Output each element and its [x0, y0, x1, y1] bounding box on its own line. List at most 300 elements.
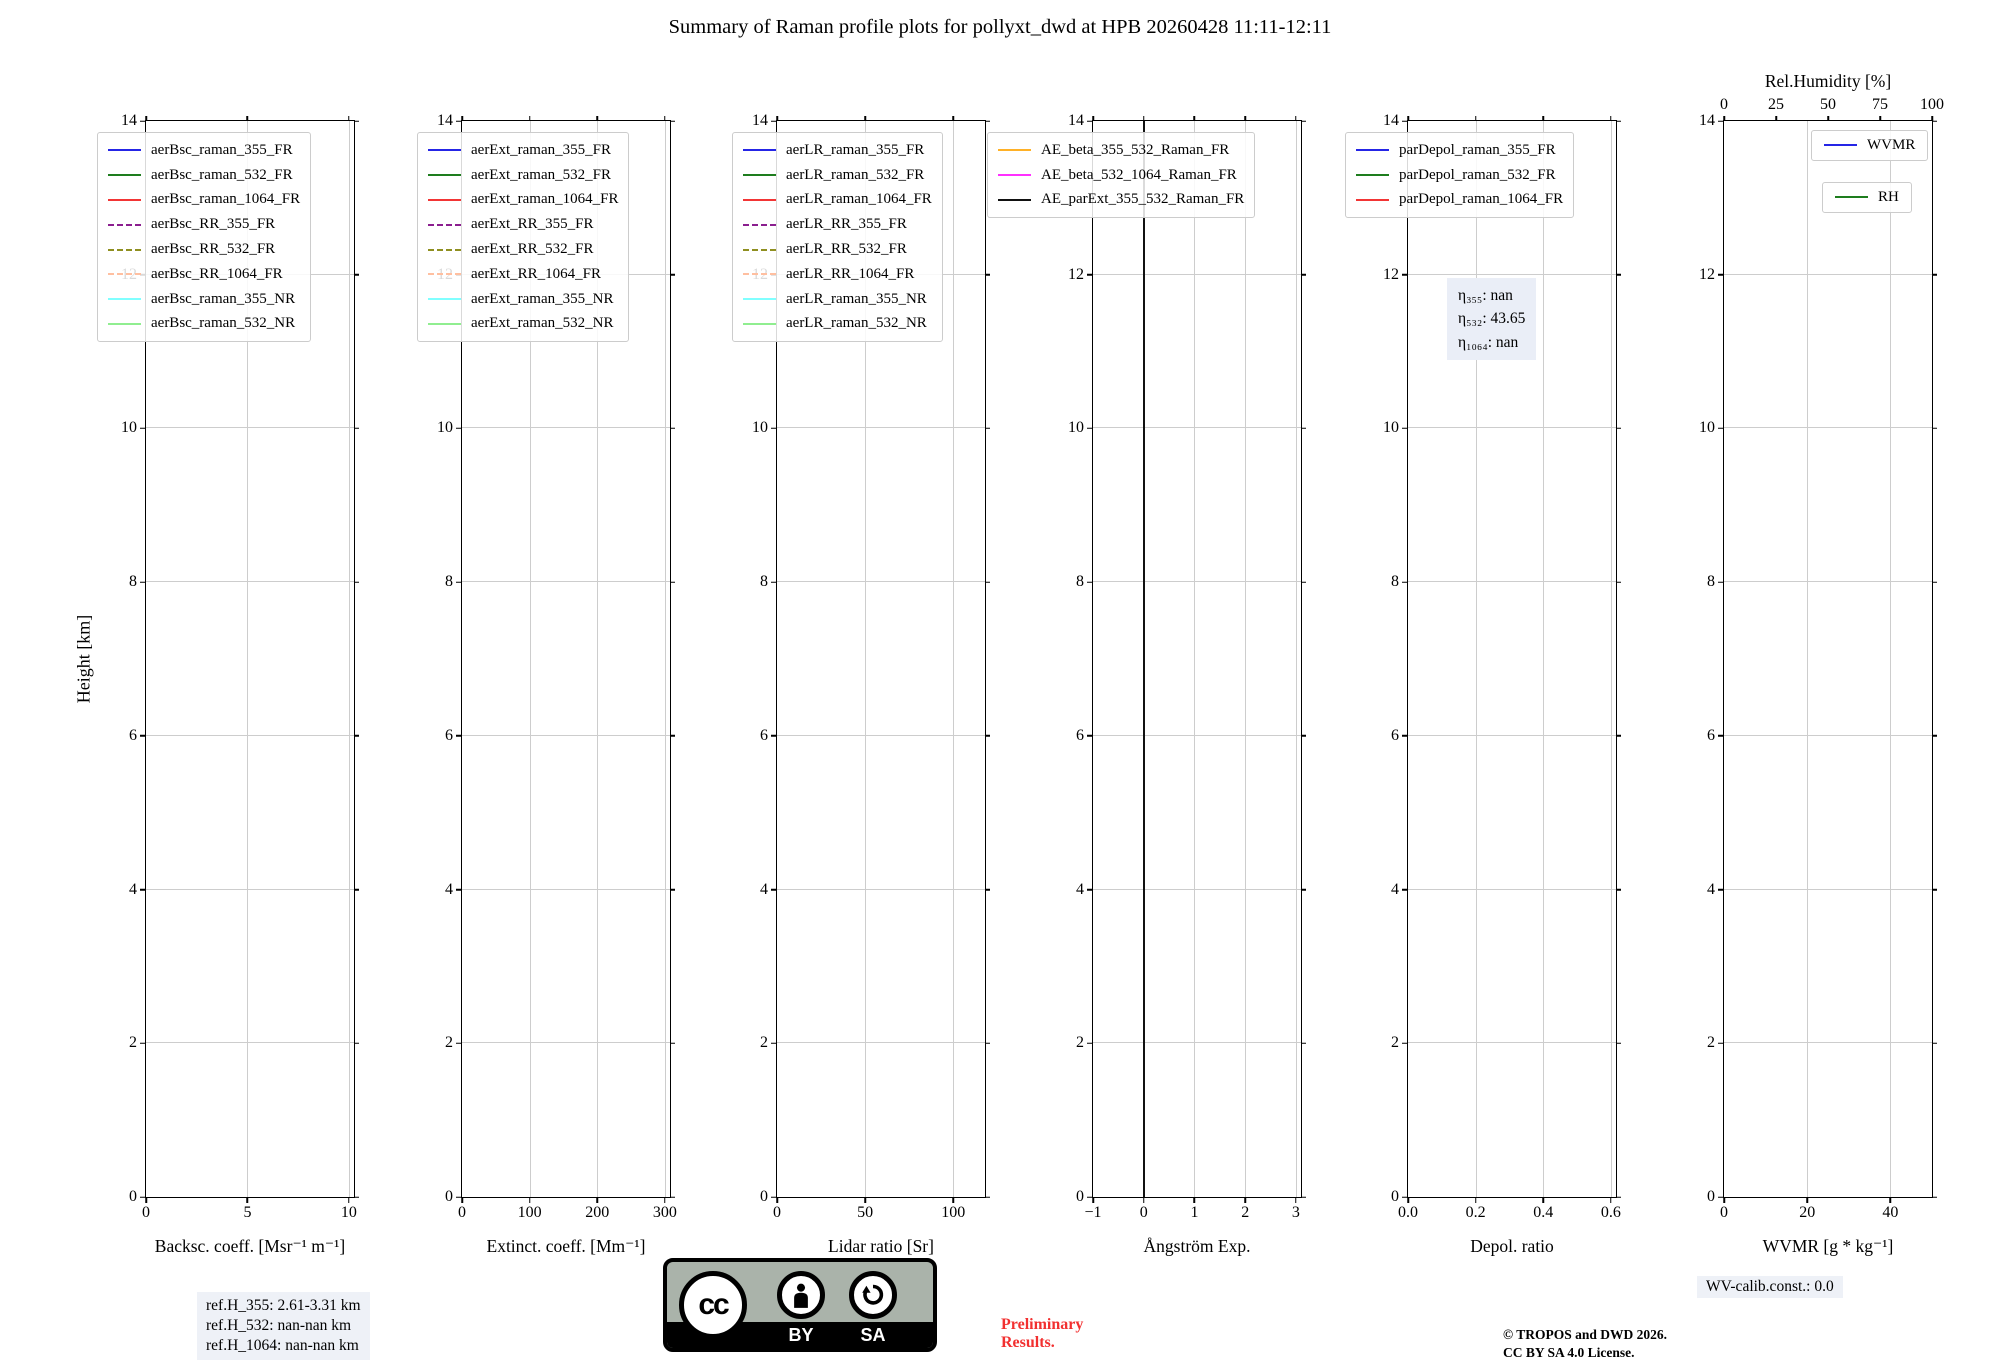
- y-axis-tick-mirror: [985, 889, 990, 891]
- y-tick-label: 10: [121, 419, 137, 437]
- y-axis-tick-mirror: [670, 120, 675, 122]
- y-axis-tick: [456, 735, 462, 737]
- y-axis-tick-mirror: [1932, 1196, 1937, 1198]
- legend-label: aerLR_raman_532_NR: [786, 315, 927, 332]
- grid-line-horizontal: [1724, 1042, 1932, 1043]
- subplot-depol: [1383, 112, 1621, 1360]
- legend-label: aerBsc_RR_1064_FR: [151, 265, 283, 282]
- grid-line-horizontal: [1408, 274, 1616, 275]
- cc-by-sa-badge: [663, 1258, 937, 1352]
- grid-line-horizontal: [462, 1042, 670, 1043]
- legend: [97, 132, 311, 342]
- legend: [987, 132, 1255, 218]
- y-tick-label: 2: [1391, 1034, 1399, 1052]
- x-axis-tick: [247, 1197, 249, 1203]
- grid-line-horizontal: [1093, 581, 1301, 582]
- grid-line-horizontal: [1408, 427, 1616, 428]
- y-axis-tick-mirror: [1301, 1196, 1306, 1198]
- legend-line-swatch: [428, 298, 461, 300]
- legend-item: [1824, 133, 1915, 158]
- y-tick-label: 14: [752, 112, 768, 129]
- x-tick-label: 0.4: [1533, 1204, 1554, 1221]
- grid-line-horizontal: [1093, 274, 1301, 275]
- y-tick-label: 14: [1699, 112, 1715, 129]
- x-axis-tick-mirror: [1295, 116, 1297, 121]
- y-tick-label: 6: [760, 726, 768, 744]
- y-axis-tick-mirror: [985, 120, 990, 122]
- x-axis-tick: [1143, 1197, 1145, 1203]
- legend-line-swatch: [998, 199, 1031, 201]
- legend-line-swatch: [1356, 174, 1389, 176]
- x-axis-tick: [145, 1197, 147, 1203]
- x-axis-tick: [529, 1197, 531, 1203]
- legend-label: aerLR_raman_355_FR: [786, 141, 925, 158]
- legend-label: aerExt_RR_355_FR: [471, 216, 594, 233]
- x-axis-label-angstroem: Ångström Exp.: [1143, 1236, 1251, 1256]
- legend-item: [743, 237, 932, 262]
- grid-line-vertical: [1245, 121, 1246, 1197]
- x-axis-tick: [1194, 1197, 1196, 1203]
- legend-line-swatch: [428, 273, 461, 275]
- y-axis-tick: [1718, 889, 1724, 891]
- legend-label: aerLR_RR_355_FR: [786, 216, 907, 233]
- legend-item: [1356, 188, 1563, 213]
- legend-line-swatch: [108, 199, 141, 201]
- grid-line-horizontal: [1093, 1042, 1301, 1043]
- y-axis-tick: [1087, 1043, 1093, 1045]
- y-axis-tick-mirror: [985, 428, 990, 430]
- y-axis-tick-mirror: [1301, 1043, 1306, 1045]
- y-axis-tick: [1718, 274, 1724, 276]
- x-axis-tick-mirror: [597, 116, 599, 121]
- y-axis-tick-mirror: [1932, 120, 1937, 122]
- y-tick-label: 14: [1068, 112, 1084, 129]
- y-axis-tick-mirror: [985, 1196, 990, 1198]
- x-tick-label: 100: [941, 1204, 966, 1221]
- y-axis-tick: [771, 581, 777, 583]
- y-tick-label: 2: [445, 1034, 453, 1052]
- y-axis-tick: [140, 428, 146, 430]
- y-axis-tick: [140, 581, 146, 583]
- legend-line-swatch: [1356, 199, 1389, 201]
- x-axis-tick: [776, 1197, 778, 1203]
- grid-line-horizontal: [1408, 735, 1616, 736]
- x-tick-label: 0.2: [1465, 1204, 1486, 1221]
- y-tick-label: 14: [437, 112, 453, 129]
- y-tick-label: 8: [1076, 573, 1084, 591]
- x-tick-label: 200: [585, 1204, 610, 1221]
- subplot-backscatter: [121, 112, 361, 1360]
- x-axis-tick: [461, 1197, 463, 1203]
- x-tick-label: 3: [1291, 1204, 1300, 1221]
- grid-line-horizontal: [146, 1042, 354, 1043]
- legend-item: [998, 138, 1244, 163]
- legend-line-swatch: [1835, 196, 1868, 198]
- x-axis-tick: [864, 1197, 866, 1203]
- y-axis-tick-mirror: [354, 1196, 359, 1198]
- x-axis-label-depol: Depol. ratio: [1470, 1236, 1554, 1256]
- y-axis-tick-mirror: [670, 581, 675, 583]
- grid-line-vertical: [349, 121, 350, 1197]
- y-axis-tick: [1718, 581, 1724, 583]
- y-axis-tick: [1402, 274, 1408, 276]
- x-tick-label: 10: [340, 1204, 357, 1221]
- y-axis-tick: [456, 428, 462, 430]
- x-axis-tick-mirror: [529, 116, 531, 121]
- y-tick-label: 0: [760, 1188, 768, 1205]
- y-axis-tick-mirror: [1301, 120, 1306, 122]
- wv-calibration-note: WV-calib.const.: 0.0: [1697, 1276, 1843, 1298]
- y-tick-label: 8: [1391, 573, 1399, 591]
- x-tick-label: 0: [1139, 1204, 1148, 1221]
- x-axis-tick-mirror: [1407, 116, 1409, 121]
- legend-line-swatch: [108, 273, 141, 275]
- legend-label: aerExt_RR_1064_FR: [471, 265, 601, 282]
- legend-line-swatch: [743, 199, 776, 201]
- grid-line-vertical: [1296, 121, 1297, 1197]
- y-axis-tick: [1087, 274, 1093, 276]
- preliminary-results-note: Preliminary Results.: [1001, 1316, 1084, 1352]
- grid-line-horizontal: [1724, 274, 1932, 275]
- y-axis-tick: [771, 735, 777, 737]
- y-tick-label: 10: [1068, 419, 1084, 437]
- legend-label: aerLR_raman_532_FR: [786, 166, 925, 183]
- legend-label: aerExt_raman_355_FR: [471, 141, 611, 158]
- y-tick-label: 6: [1391, 726, 1399, 744]
- y-axis-tick-mirror: [1301, 581, 1306, 583]
- legend-item: [1356, 138, 1563, 163]
- figure-title: Summary of Raman profile plots for pollyxt_dwd at HPB 20260428 11:11-12:11: [668, 16, 1332, 38]
- x-axis-tick-mirror: [348, 116, 350, 121]
- y-tick-label: 2: [1707, 1034, 1715, 1052]
- x-tick-label: 40: [1882, 1204, 1899, 1221]
- legend-label: RH: [1878, 188, 1899, 205]
- x-tick-label: 5: [243, 1204, 252, 1221]
- legend-label: aerExt_RR_532_FR: [471, 241, 594, 258]
- x-axis-tick: [1092, 1197, 1094, 1203]
- y-tick-label: 6: [129, 726, 137, 744]
- grid-line-vertical: [665, 121, 666, 1197]
- legend-line-swatch: [428, 249, 461, 251]
- legend-line-swatch: [108, 298, 141, 300]
- y-axis-tick-mirror: [985, 581, 990, 583]
- y-axis-tick-mirror: [1301, 428, 1306, 430]
- y-tick-label: 10: [437, 419, 453, 437]
- x-tick-label: 0.6: [1600, 1204, 1621, 1221]
- x-axis-tick: [348, 1197, 350, 1203]
- legend-item: [108, 237, 300, 262]
- y-axis-tick-mirror: [1932, 274, 1937, 276]
- top-axis-tick-label: 75: [1872, 96, 1888, 113]
- y-axis-tick: [1087, 735, 1093, 737]
- y-axis-tick-mirror: [1616, 889, 1621, 891]
- x-tick-label: −1: [1084, 1204, 1102, 1221]
- y-tick-label: 8: [760, 573, 768, 591]
- subplot-lidar-ratio: [752, 112, 986, 1360]
- grid-line-vertical: [1611, 121, 1612, 1197]
- y-tick-label: 4: [445, 880, 453, 898]
- y-tick-label: 8: [1707, 573, 1715, 591]
- y-axis-tick: [456, 1043, 462, 1045]
- x-axis-tick-mirror: [953, 116, 955, 121]
- y-tick-label: 2: [760, 1034, 768, 1052]
- y-axis-tick: [1718, 735, 1724, 737]
- legend-item: [428, 188, 618, 213]
- x-axis-tick-mirror: [1475, 116, 1477, 121]
- y-tick-label: 0: [1707, 1188, 1715, 1205]
- by-person-icon: [777, 1271, 825, 1319]
- legend-line-swatch: [108, 174, 141, 176]
- legend-label: aerLR_raman_1064_FR: [786, 191, 932, 208]
- y-axis-tick: [771, 1043, 777, 1045]
- sa-share-alike-icon: [849, 1271, 897, 1319]
- legend-label: aerLR_RR_1064_FR: [786, 265, 915, 282]
- legend-item: [743, 262, 932, 287]
- legend-label: AE_beta_532_1064_Raman_FR: [1041, 166, 1237, 183]
- y-axis-tick-mirror: [670, 1043, 675, 1045]
- grid-line-horizontal: [462, 427, 670, 428]
- y-tick-label: 4: [760, 880, 768, 898]
- y-axis-tick: [1402, 1043, 1408, 1045]
- grid-line-horizontal: [462, 581, 670, 582]
- copyright-note: © TROPOS and DWD 2026. CC BY SA 4.0 License.: [1503, 1327, 1667, 1360]
- y-axis-label: Height [km]: [73, 614, 94, 704]
- x-axis-tick: [1543, 1197, 1545, 1203]
- x-axis-tick-mirror: [776, 116, 778, 121]
- y-axis-tick: [1087, 889, 1093, 891]
- grid-line-horizontal: [146, 889, 354, 890]
- y-axis-tick-mirror: [1616, 120, 1621, 122]
- legend-line-swatch: [998, 174, 1031, 176]
- x-tick-label: 50: [857, 1204, 874, 1221]
- legend-item: [108, 188, 300, 213]
- top-axis-tick-label: 50: [1820, 96, 1836, 113]
- x-tick-label: 100: [517, 1204, 542, 1221]
- y-axis-tick: [1402, 581, 1408, 583]
- y-tick-label: 2: [129, 1034, 137, 1052]
- y-axis-tick-mirror: [354, 428, 359, 430]
- x-tick-label: 0: [1720, 1204, 1728, 1221]
- grid-line-vertical: [953, 121, 954, 1197]
- legend-line-swatch: [743, 174, 776, 176]
- depol-calibration-note: [1447, 278, 1536, 360]
- subplot-extinction: [437, 112, 677, 1360]
- legend: [417, 132, 629, 342]
- legend-label: aerBsc_raman_355_NR: [151, 290, 296, 307]
- y-axis-tick-mirror: [670, 428, 675, 430]
- y-axis-tick-mirror: [354, 120, 359, 122]
- legend-item: [428, 312, 618, 337]
- legend-label: aerExt_raman_1064_FR: [471, 191, 619, 208]
- x-axis-tick-mirror: [145, 116, 147, 121]
- legend-line-swatch: [1824, 144, 1857, 146]
- top-axis-tick-label: 0: [1720, 96, 1728, 113]
- y-tick-label: 0: [1076, 1188, 1084, 1205]
- grid-line-horizontal: [1093, 735, 1301, 736]
- y-axis-tick-mirror: [670, 274, 675, 276]
- grid-line-vertical: [1194, 121, 1195, 1197]
- subplot-wvmr: [1699, 71, 1944, 1360]
- legend-line-swatch: [428, 149, 461, 151]
- y-axis-tick: [1087, 581, 1093, 583]
- y-axis-tick-mirror: [354, 1043, 359, 1045]
- top-axis-tick: [1723, 116, 1725, 121]
- legend-item: [108, 312, 300, 337]
- y-tick-label: 10: [1383, 419, 1399, 437]
- y-tick-label: 12: [1383, 265, 1399, 283]
- top-axis-label-rel-humidity: Rel.Humidity [%]: [1764, 71, 1892, 91]
- x-tick-label: 1: [1190, 1204, 1199, 1221]
- legend-line-swatch: [428, 174, 461, 176]
- x-axis-tick-mirror: [1092, 116, 1094, 121]
- y-axis-tick: [140, 889, 146, 891]
- legend-item: [108, 287, 300, 312]
- legend-line-swatch: [428, 199, 461, 201]
- note-line: η₅₃₂: 43.65: [1458, 310, 1526, 328]
- x-axis-tick-mirror: [664, 116, 666, 121]
- y-axis-tick-mirror: [1932, 735, 1937, 737]
- legend-line-swatch: [1356, 149, 1389, 151]
- cc-icon: cc: [679, 1271, 747, 1339]
- legend-item: [743, 138, 932, 163]
- legend-label: parDepol_raman_355_FR: [1399, 141, 1556, 158]
- top-axis-tick-label: 25: [1768, 96, 1784, 113]
- plot-area-angstroem: [1068, 112, 1302, 1221]
- top-axis-tick: [1879, 116, 1881, 121]
- y-tick-label: 6: [1707, 726, 1715, 744]
- legend-item: [108, 212, 300, 237]
- x-axis-tick: [1806, 1197, 1808, 1203]
- reference-height-note: [197, 1292, 370, 1360]
- y-axis-tick: [1402, 428, 1408, 430]
- y-axis-tick: [140, 1043, 146, 1045]
- legend-item: [428, 138, 618, 163]
- grid-line-horizontal: [146, 427, 354, 428]
- y-tick-label: 14: [121, 112, 137, 129]
- x-axis-label-lidar-ratio: Lidar ratio [Sr]: [828, 1236, 934, 1256]
- y-tick-label: 8: [445, 573, 453, 591]
- x-axis-tick: [664, 1197, 666, 1203]
- x-axis-tick: [597, 1197, 599, 1203]
- legend: [1345, 132, 1574, 218]
- y-axis-tick: [140, 735, 146, 737]
- x-axis-tick: [1723, 1197, 1725, 1203]
- legend-item: [108, 163, 300, 188]
- legend-item: [428, 287, 618, 312]
- grid-line-vertical: [1543, 121, 1544, 1197]
- grid-line-horizontal: [146, 581, 354, 582]
- y-axis-tick: [771, 428, 777, 430]
- y-axis-tick: [456, 889, 462, 891]
- y-axis-tick-mirror: [354, 735, 359, 737]
- legend-label: aerExt_raman_532_NR: [471, 315, 614, 332]
- y-axis-tick: [1718, 428, 1724, 430]
- legend-rh: [1822, 182, 1912, 213]
- sa-label: SA: [860, 1325, 886, 1345]
- grid-line-horizontal: [1408, 1042, 1616, 1043]
- y-tick-label: 12: [1699, 265, 1715, 283]
- legend-line-swatch: [108, 224, 141, 226]
- y-axis-tick-mirror: [354, 889, 359, 891]
- y-tick-label: 8: [129, 573, 137, 591]
- y-axis-tick-mirror: [354, 274, 359, 276]
- y-axis-tick-mirror: [1932, 1043, 1937, 1045]
- legend-label: WVMR: [1867, 136, 1916, 153]
- y-axis-tick: [456, 581, 462, 583]
- x-tick-label: 2: [1241, 1204, 1250, 1221]
- y-tick-label: 12: [1068, 265, 1084, 283]
- grid-line-horizontal: [146, 735, 354, 736]
- x-axis-tick: [1890, 1197, 1892, 1203]
- grid-line-horizontal: [1724, 581, 1932, 582]
- y-tick-label: 4: [129, 880, 137, 898]
- y-axis-tick: [1718, 1043, 1724, 1045]
- grid-line-horizontal: [1724, 735, 1932, 736]
- y-axis-tick-mirror: [985, 735, 990, 737]
- legend-item: [108, 138, 300, 163]
- y-axis-tick-mirror: [1301, 889, 1306, 891]
- grid-line-horizontal: [462, 889, 670, 890]
- legend-label: parDepol_raman_532_FR: [1399, 166, 1556, 183]
- legend-item: [743, 212, 932, 237]
- x-tick-label: 0: [458, 1204, 466, 1221]
- x-axis-tick: [1610, 1197, 1612, 1203]
- legend-item: [1356, 163, 1563, 188]
- x-tick-label: 0.0: [1398, 1204, 1418, 1221]
- grid-line-horizontal: [1093, 427, 1301, 428]
- y-axis-tick-mirror: [1616, 1196, 1621, 1198]
- grid-line-horizontal: [462, 735, 670, 736]
- y-tick-label: 4: [1707, 880, 1715, 898]
- legend-label: aerLR_raman_355_NR: [786, 290, 927, 307]
- x-axis-tick-mirror: [864, 116, 866, 121]
- y-axis-tick-mirror: [670, 1196, 675, 1198]
- y-tick-label: 14: [1383, 112, 1399, 129]
- y-axis-tick-mirror: [354, 581, 359, 583]
- legend-line-swatch: [743, 224, 776, 226]
- top-axis-tick: [1775, 116, 1777, 121]
- grid-line-vertical: [1807, 121, 1808, 1197]
- by-label: BY: [788, 1325, 814, 1345]
- y-axis-tick-mirror: [1932, 889, 1937, 891]
- grid-line-horizontal: [1408, 889, 1616, 890]
- y-tick-label: 6: [445, 726, 453, 744]
- legend-line-swatch: [743, 298, 776, 300]
- x-axis-tick-mirror: [247, 116, 249, 121]
- x-axis-tick: [1295, 1197, 1297, 1203]
- note-line: ref.H_355: 2.61-3.31 km: [206, 1297, 361, 1314]
- x-axis-tick-mirror: [461, 116, 463, 121]
- legend-line-swatch: [743, 273, 776, 275]
- legend-item: [743, 163, 932, 188]
- grid-line-horizontal: [1093, 889, 1301, 890]
- y-tick-label: 2: [1076, 1034, 1084, 1052]
- legend-item: [1835, 185, 1899, 210]
- y-tick-label: 0: [1391, 1188, 1399, 1205]
- y-axis-tick: [1402, 735, 1408, 737]
- x-tick-label: 0: [142, 1204, 150, 1221]
- x-axis-label-backscatter: Backsc. coeff. [Msr⁻¹ m⁻¹]: [154, 1236, 346, 1256]
- legend-item: [743, 188, 932, 213]
- legend-label: AE_parExt_355_532_Raman_FR: [1041, 191, 1245, 208]
- legend-item: [998, 188, 1244, 213]
- x-axis-tick: [1407, 1197, 1409, 1203]
- x-tick-label: 300: [652, 1204, 677, 1221]
- legend-line-swatch: [428, 224, 461, 226]
- y-axis-tick-mirror: [670, 889, 675, 891]
- legend-line-swatch: [428, 323, 461, 325]
- legend-line-swatch: [108, 323, 141, 325]
